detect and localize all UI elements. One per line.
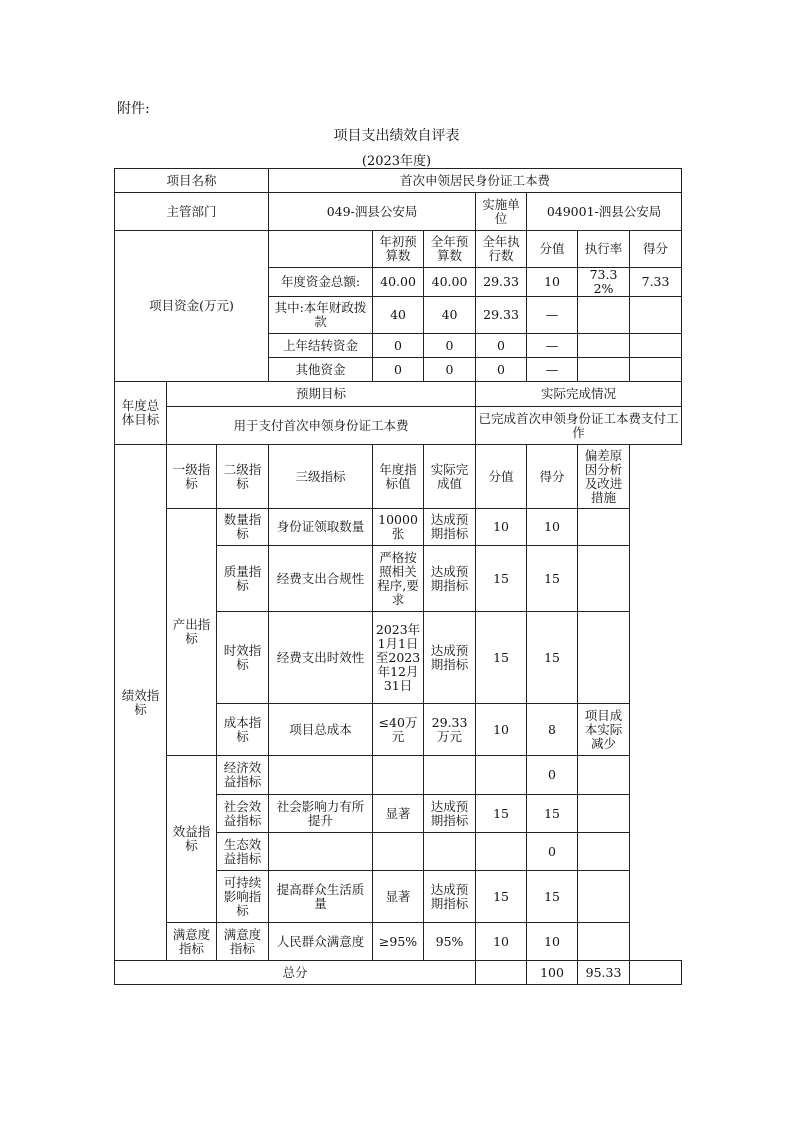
- indicator-got: 15: [527, 546, 578, 612]
- funds-cell: 0: [424, 358, 476, 382]
- total-got: 95.33: [578, 961, 630, 985]
- indicator-score: 15: [476, 871, 527, 923]
- funds-col-header: 得分: [630, 231, 682, 268]
- funds-cell: [630, 358, 682, 382]
- funds-cell: 40.00: [373, 268, 424, 297]
- indicator-note: [578, 795, 630, 833]
- indicator-actual: 达成预期指标: [424, 795, 476, 833]
- goals-label: 年度总体目标: [115, 382, 167, 445]
- attachment-label: 附件:: [117, 101, 150, 117]
- indicator-col-header: 二级指标: [217, 445, 269, 509]
- indicator-got: 0: [527, 756, 578, 795]
- indicator-level3: 社会影响力有所提升: [269, 795, 373, 833]
- funds-row-label: 其中:本年财政拨款: [269, 297, 373, 334]
- indicators-label: 绩效指标: [115, 445, 167, 961]
- indicator-level2: 满意度指标: [217, 923, 269, 961]
- indicator-got: 8: [527, 704, 578, 756]
- indicator-target: [373, 833, 424, 871]
- funds-cell: [578, 358, 630, 382]
- indicator-level3: 经费支出时效性: [269, 612, 373, 704]
- dept-label: 主管部门: [115, 193, 269, 231]
- funds-cell: —: [527, 358, 578, 382]
- funds-cell: 0: [424, 334, 476, 358]
- funds-cell: 40: [373, 297, 424, 334]
- total-blank: [476, 961, 527, 985]
- indicator-actual: [424, 756, 476, 795]
- funds-cell: 29.33: [476, 297, 527, 334]
- performance-table: [114, 168, 682, 985]
- indicator-target: ≤40万元: [373, 704, 424, 756]
- funds-cell: [578, 334, 630, 358]
- project-name-value: 首次申领居民身份证工本费: [269, 169, 682, 193]
- indicator-score: 15: [476, 612, 527, 704]
- funds-cell: 0: [476, 358, 527, 382]
- indicator-col-header: 一级指标: [167, 445, 217, 509]
- funds-cell: —: [527, 334, 578, 358]
- expected-goal-value: 用于支付首次申领身份证工本费: [167, 407, 476, 445]
- indicator-actual: 达成预期指标: [424, 546, 476, 612]
- indicator-target: 10000张: [373, 509, 424, 546]
- indicator-target: 2023年1月1日至2023年12月31日: [373, 612, 424, 704]
- indicator-score: 15: [476, 546, 527, 612]
- funds-cell: 10: [527, 268, 578, 297]
- indicator-level2: 社会效益指标: [217, 795, 269, 833]
- total-score: 100: [527, 961, 578, 985]
- page-title: 项目支出绩效自评表: [333, 128, 460, 144]
- indicator-col-header: 分值: [476, 445, 527, 509]
- indicator-level2: 质量指标: [217, 546, 269, 612]
- funds-cell: 7.33: [630, 268, 682, 297]
- indicator-level2: 可持续影响指标: [217, 871, 269, 923]
- funds-cell: [578, 297, 630, 334]
- funds-col-header: 执行率: [578, 231, 630, 268]
- indicator-level2: 生态效益指标: [217, 833, 269, 871]
- funds-cell: 40.00: [424, 268, 476, 297]
- level1-satisfaction: 满意度指标: [167, 923, 217, 961]
- indicator-note: 项目成本实际减少: [578, 704, 630, 756]
- indicator-level3: [269, 833, 373, 871]
- funds-col-header: 全年预算数: [424, 231, 476, 268]
- expected-goal-header: 预期目标: [167, 382, 476, 407]
- indicator-level2: 时效指标: [217, 612, 269, 704]
- indicator-target: [373, 756, 424, 795]
- indicator-score: 10: [476, 923, 527, 961]
- actual-goal-value: 已完成首次申领身份证工本费支付工作: [476, 407, 682, 445]
- funds-cell: [630, 297, 682, 334]
- indicator-col-header: 偏差原因分析及改进措施: [578, 445, 630, 509]
- funds-cell: 0: [373, 358, 424, 382]
- indicator-note: [578, 546, 630, 612]
- indicator-level3: 人民群众满意度: [269, 923, 373, 961]
- funds-row-label: 年度资金总额:: [269, 268, 373, 297]
- funds-col-header: 分值: [527, 231, 578, 268]
- indicator-col-header: 实际完成值: [424, 445, 476, 509]
- funds-cell: —: [527, 297, 578, 334]
- indicator-level3: [269, 756, 373, 795]
- indicator-actual: 达成预期指标: [424, 509, 476, 546]
- indicator-note: [578, 923, 630, 961]
- indicator-actual: 29.33万元: [424, 704, 476, 756]
- indicator-level2: 数量指标: [217, 509, 269, 546]
- indicator-got: 10: [527, 923, 578, 961]
- funds-cell: 29.33: [476, 268, 527, 297]
- indicator-note: [578, 833, 630, 871]
- impl-unit-value: 049001-泗县公安局: [527, 193, 682, 231]
- indicator-level2: 经济效益指标: [217, 756, 269, 795]
- funds-cell: 0: [476, 334, 527, 358]
- indicator-target: 显著: [373, 871, 424, 923]
- indicator-got: 15: [527, 871, 578, 923]
- indicator-score: [476, 756, 527, 795]
- level1-benefit: 效益指标: [167, 756, 217, 923]
- indicator-level3: 提高群众生活质量: [269, 871, 373, 923]
- impl-unit-label: 实施单位: [476, 193, 527, 231]
- indicator-score: [476, 833, 527, 871]
- indicator-target: 显著: [373, 795, 424, 833]
- indicator-score: 10: [476, 704, 527, 756]
- indicator-level3: 身份证领取数量: [269, 509, 373, 546]
- indicator-note: [578, 756, 630, 795]
- indicator-got: 15: [527, 795, 578, 833]
- indicator-note: [578, 509, 630, 546]
- funds-row-label: 其他资金: [269, 358, 373, 382]
- indicator-got: 15: [527, 612, 578, 704]
- indicator-got: 0: [527, 833, 578, 871]
- indicator-level2: 成本指标: [217, 704, 269, 756]
- total-label: 总分: [115, 961, 476, 985]
- indicator-col-header: 得分: [527, 445, 578, 509]
- indicator-col-header: 年度指标值: [373, 445, 424, 509]
- funds-cell: 40: [424, 297, 476, 334]
- funds-header-blank: [269, 231, 373, 268]
- indicator-note: [578, 871, 630, 923]
- dept-value: 049-泗县公安局: [269, 193, 476, 231]
- funds-cell: 0: [373, 334, 424, 358]
- indicator-level3: 经费支出合规性: [269, 546, 373, 612]
- indicator-actual: 95%: [424, 923, 476, 961]
- funds-cell: 73.32%: [578, 268, 630, 297]
- indicator-note: [578, 612, 630, 704]
- indicator-actual: 达成预期指标: [424, 871, 476, 923]
- project-name-label: 项目名称: [115, 169, 269, 193]
- total-note: [630, 961, 682, 985]
- funds-label: 项目资金(万元): [115, 231, 269, 382]
- indicator-col-header: 三级指标: [269, 445, 373, 509]
- indicator-target: 严格按照相关程序,要求: [373, 546, 424, 612]
- indicator-score: 10: [476, 509, 527, 546]
- actual-goal-header: 实际完成情况: [476, 382, 682, 407]
- indicator-target: ≥95%: [373, 923, 424, 961]
- funds-col-header: 年初预算数: [373, 231, 424, 268]
- level1-output: 产出指标: [167, 509, 217, 756]
- funds-col-header: 全年执行数: [476, 231, 527, 268]
- funds-row-label: 上年结转资金: [269, 334, 373, 358]
- indicator-level3: 项目总成本: [269, 704, 373, 756]
- indicator-got: 10: [527, 509, 578, 546]
- indicator-actual: [424, 833, 476, 871]
- report-year: (2023年度): [361, 154, 432, 169]
- indicator-score: 15: [476, 795, 527, 833]
- funds-cell: [630, 334, 682, 358]
- indicator-actual: 达成预期指标: [424, 612, 476, 704]
